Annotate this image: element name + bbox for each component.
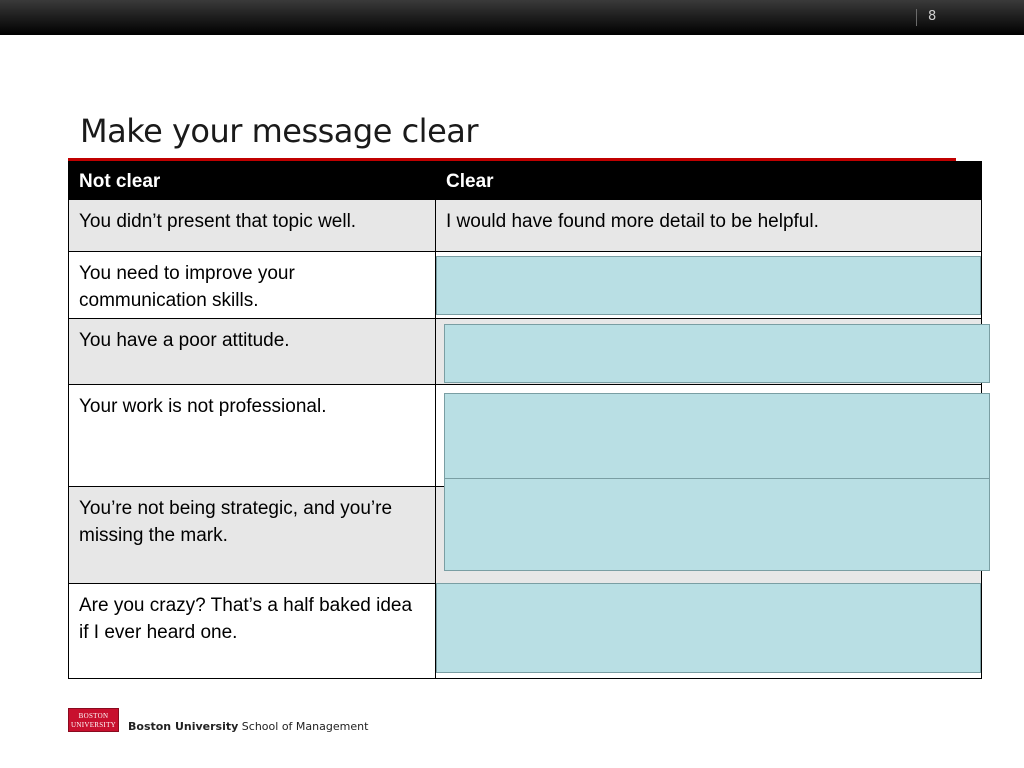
answer-cover-box [444, 393, 990, 481]
boston-university-logo [68, 708, 119, 732]
answer-cover-box [436, 256, 981, 315]
logo-line-2: UNIVERSITY [71, 721, 116, 729]
logo-line-1: BOSTON [78, 712, 109, 720]
answer-cover-box [444, 324, 990, 383]
footer-school-name [128, 720, 368, 733]
page-number-separator [916, 9, 917, 26]
clear-cell: I would have found more detail to be helpful. [446, 211, 819, 232]
not-clear-cell: You’re not being strategic, and you’re missing the mark. [69, 487, 436, 583]
table-row [69, 200, 981, 252]
footer-school: School of Management [238, 720, 369, 733]
header-not-clear: Not clear [69, 161, 436, 199]
not-clear-cell: Your work is not professional. [69, 385, 436, 486]
page-number: 8 [928, 9, 937, 24]
answer-cover-box [436, 583, 981, 673]
not-clear-cell: You didn’t present that topic well. [69, 200, 436, 251]
not-clear-cell: You have a poor attitude. [69, 319, 436, 384]
header-clear: Clear [446, 171, 494, 192]
answer-cover-box [444, 478, 990, 571]
not-clear-cell: You need to improve your communication skills. [69, 252, 436, 318]
not-clear-cell: Are you crazy? That’s a half baked idea if I ever heard one. [69, 584, 436, 678]
top-bar [0, 0, 1024, 35]
footer-university: Boston University [128, 720, 239, 733]
slide-title: Make your message clear [80, 112, 479, 150]
table-header-row [69, 161, 981, 200]
